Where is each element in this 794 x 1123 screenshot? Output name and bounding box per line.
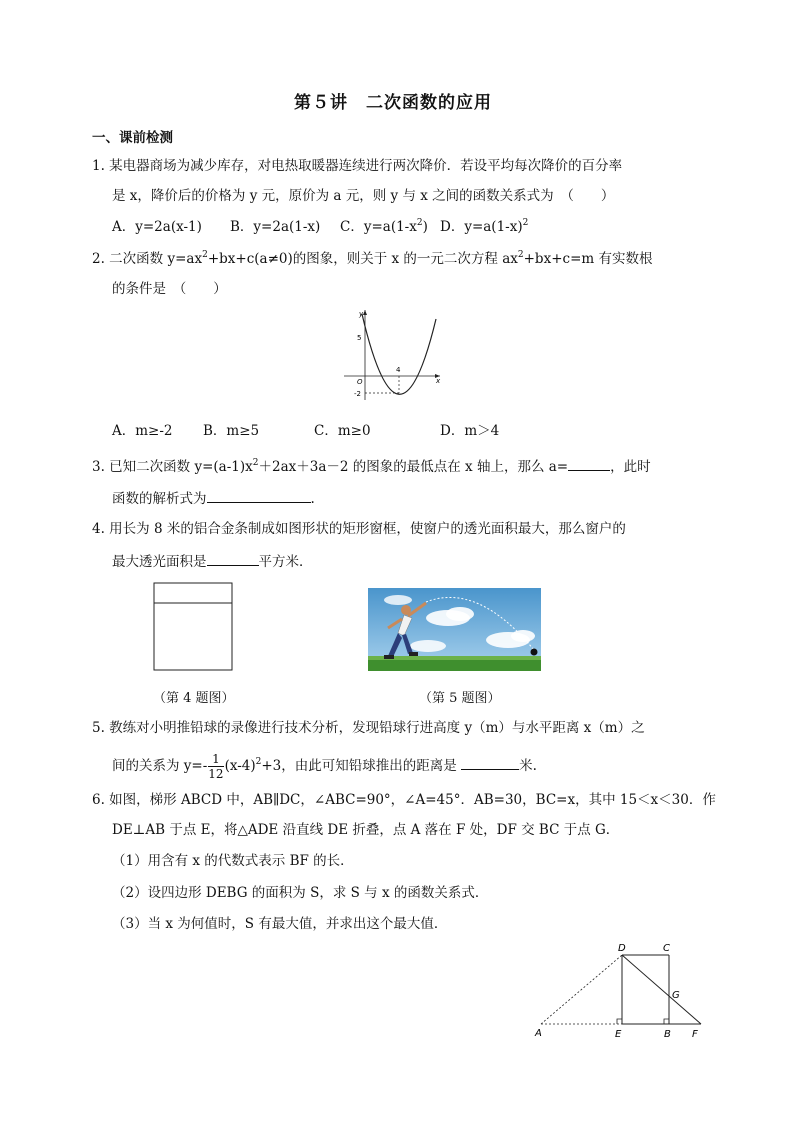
origin-label: O — [357, 378, 363, 386]
y-tick-minus2: -2 — [354, 390, 361, 398]
label-f: F — [692, 1029, 698, 1040]
q1-option-c: C．$y=a(1-x^2)$ — [340, 218, 428, 235]
q3-blank-a[interactable] — [568, 457, 610, 471]
y-tick-5: 5 — [357, 334, 362, 342]
q4-blank-area[interactable] — [207, 552, 259, 566]
q6-sub1: （1）用含有 x 的代数式表示 BF 的长． — [112, 853, 354, 869]
q2-option-b: B．m≥5 — [203, 423, 260, 439]
q6-line2: DE⊥AB 于点 E，将△ADE 沿直线 DE 折叠，点 A 落在 F 处，DF 交 BC 于点 G． — [112, 822, 620, 838]
q2-option-a: A．m≥-2 — [112, 423, 173, 439]
q4-window-figure — [153, 582, 233, 672]
q5-caption: （第 5 题图） — [419, 691, 501, 706]
q3-blank-expression[interactable] — [207, 489, 311, 503]
q2-option-d: D．m＞4 — [440, 423, 500, 439]
y-axis-label: y — [359, 310, 364, 318]
q2-option-c: C．m≥0 — [314, 423, 371, 439]
q5-blank-distance[interactable] — [461, 756, 519, 770]
page-title: 第５讲 二次函数的应用 — [294, 93, 492, 113]
q2-line1: 2. 二次函数 $y=ax^2+bx+c(a\ne 0)$的图象，则关于 x 的一元二次方程 $ax^2+bx+c=m$ 有实数根 — [92, 250, 653, 267]
label-b: B — [664, 1029, 671, 1040]
q3-line2: 函数的解析式为 . — [112, 491, 315, 507]
q5-line1: 5. 教练对小明推铅球的录像进行技术分析，发现铅球行进高度 y（m）与水平距离 x（m）之 — [92, 720, 645, 736]
q4-line1: 4. 用长为 8 米的铝合金条制成如图形状的矩形窗框，使窗户的透光面积最大，那么窗户的 — [92, 521, 626, 537]
label-g: G — [672, 990, 680, 1001]
q6-trapezoid-figure — [528, 938, 708, 1043]
q5-fraction: $\frac{1}{12}$ — [208, 752, 224, 781]
label-c: C — [663, 943, 670, 954]
label-e: E — [615, 1029, 622, 1040]
section-heading: 一、课前检测 — [92, 130, 173, 146]
q2-parabola-graph — [340, 305, 450, 405]
q1-option-d: D．$y=a(1-x)^2$ — [440, 218, 529, 235]
label-d: D — [618, 943, 626, 954]
q6-sub3: （3）当 x 为何值时，S 有最大值，并求出这个最大值． — [112, 916, 448, 932]
q5-shot-put-picture — [368, 588, 541, 671]
q6-line1: 6. 如图，梯形 ABCD 中，AB∥DC，∠ABC=90°，∠A=45°．AB=30，BC=x，其中 15＜x＜30．作 — [92, 792, 716, 808]
q1-option-a: A．y=2a(x-1) — [112, 219, 202, 235]
x-axis-label: x — [436, 377, 441, 385]
q1-option-b: B．y=2a(1-x) — [230, 219, 321, 235]
q1-line1: 1. 某电器商场为减少库存，对电热取暖器连续进行两次降价．若设平均每次降价的百分率 — [92, 158, 623, 174]
label-a: A — [535, 1028, 542, 1039]
q5-line2: 间的关系为 y=- $\frac{1}{12}$ $(x-4)^2+3$，由此可知铅球推出的距离是 米. — [112, 752, 537, 781]
x-tick-4: 4 — [396, 366, 401, 374]
q6-sub2: （2）设四边形 DEBG 的面积为 S，求 S 与 x 的函数关系式． — [112, 885, 489, 901]
q4-caption: （第 4 题图） — [153, 691, 235, 706]
q4-line2: 最大透光面积是 平方米． — [112, 554, 313, 570]
q3-line1: 3. 已知二次函数 $y=(a-1)x^2+2ax+3a-2$ 的图象的最低点在 x 轴上，那么 a= ，此时 — [92, 458, 651, 475]
q1-line2: 是 x，降价后的价格为 y 元，原价为 a 元，则 y 与 x 之间的函数关系式为 （ ） — [112, 188, 615, 204]
q2-line2: 的条件是 （ ） — [112, 281, 227, 297]
